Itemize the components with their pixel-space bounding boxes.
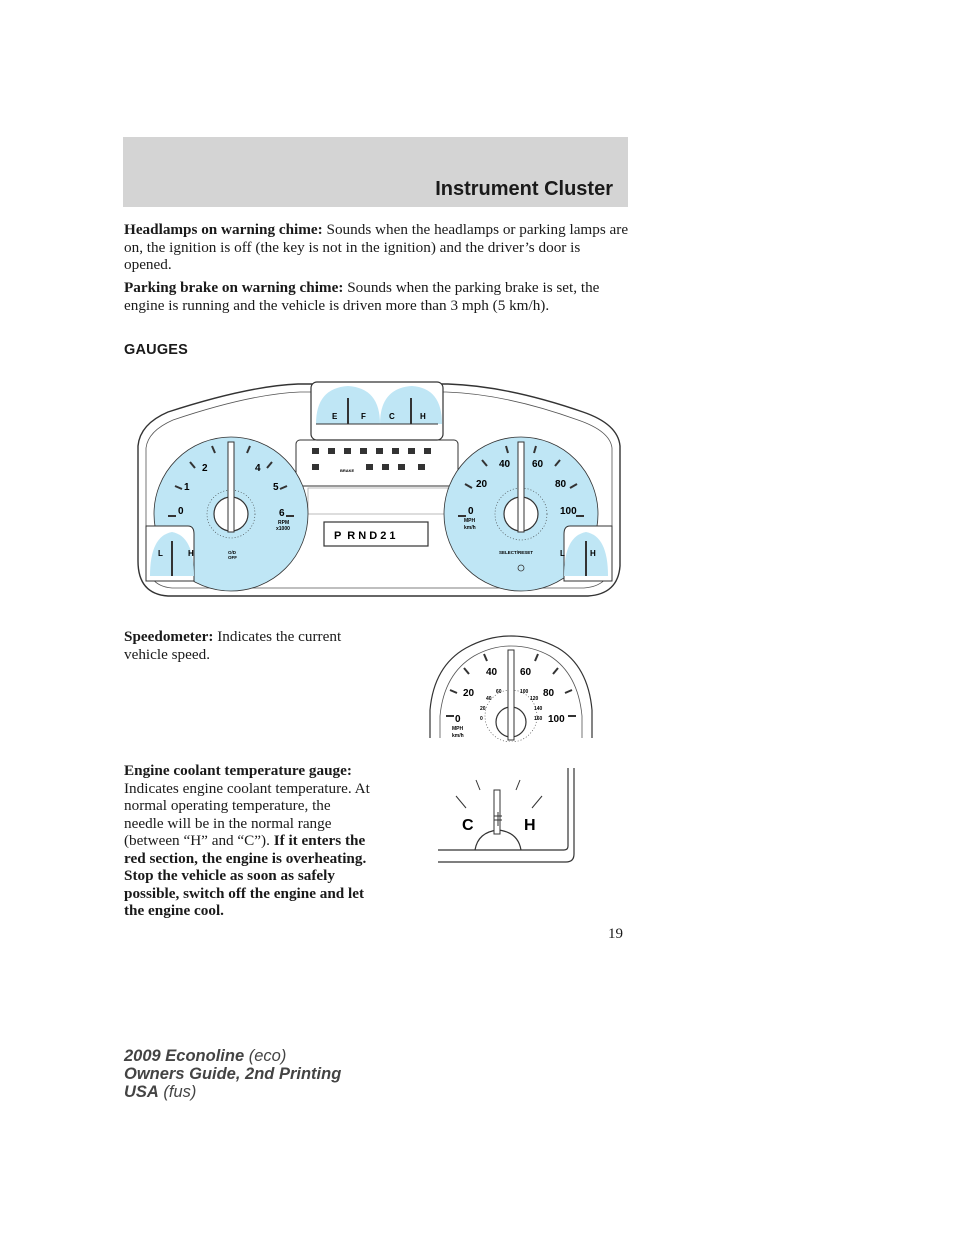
speedometer-paragraph (124, 628, 374, 663)
tach-5: 5 (273, 482, 279, 493)
od-off-line2: OFF (228, 555, 237, 560)
coolant-paragraph (124, 762, 374, 920)
footer-region-code: (fus) (158, 1083, 197, 1101)
fuel-f-label: F (361, 412, 366, 421)
headlamps-chime-paragraph (124, 221, 630, 274)
footer-line-2 (124, 1065, 341, 1083)
footer-model-code: (eco) (244, 1047, 287, 1065)
fuel-e-label: E (332, 412, 338, 421)
speedometer-kmh-140: 140 (534, 706, 543, 712)
parking-brake-chime-label: Parking brake on warning chime: (124, 279, 344, 296)
od-off-line1: O/D (228, 550, 237, 555)
select-reset-label: SELECT/RESET (499, 550, 534, 555)
coolant-needle (494, 790, 500, 834)
footer-model: 2009 Econoline (124, 1047, 245, 1065)
speedometer-40: 40 (486, 667, 498, 678)
coolant-gauge-illustration (438, 768, 576, 874)
speedometer-kmh-120: 120 (530, 696, 539, 702)
speed-60: 60 (532, 459, 544, 470)
instrument-cluster-illustration (128, 376, 626, 606)
page-number: 19 (608, 926, 623, 942)
left-gauge-l: L (158, 549, 163, 558)
footer-line-3 (124, 1083, 341, 1101)
coolant-text: Indicates engine coolant temperature. At normal operating temperature, the needle will be in the normal range (between “H” and “C”). (124, 779, 370, 849)
footer-region: USA (124, 1083, 159, 1101)
rpm-unit: x1000 (276, 526, 290, 532)
coolant-warning: If it enters the red section, the engine is overheating. Stop the vehicle as soon as safely possible, switch off the engine and let the engine cool. (124, 832, 367, 919)
temp-h-label: H (420, 412, 426, 421)
footer-guide: Owners Guide, 2nd Printing (124, 1065, 342, 1083)
speedometer-kmh-100: 100 (520, 689, 529, 695)
rpm-label: RPM (278, 520, 290, 526)
parking-brake-chime-text: Sounds when the parking brake is set, the engine is running and the vehicle is driven more than 3 mph (5 km/h). (124, 279, 600, 314)
section-title: Instrument Cluster (435, 178, 613, 200)
gauges-heading: GAUGES (124, 342, 189, 358)
speed-40: 40 (499, 459, 511, 470)
coolant-label: Engine coolant temperature gauge: (124, 762, 352, 779)
right-gauge-h: H (590, 549, 596, 558)
speedometer-80: 80 (543, 688, 555, 699)
tach-4: 4 (255, 463, 261, 474)
mph-label: MPH (464, 518, 476, 524)
tach-2: 2 (202, 463, 208, 474)
speedometer-60: 60 (520, 667, 532, 678)
headlamps-chime-text: Sounds when the headlamps or parking lamps are on, the ignition is off (the key is not in the ignition) and the driver’s door is opened. (124, 221, 629, 273)
tach-0: 0 (178, 506, 184, 517)
speed-0: 0 (468, 506, 474, 517)
speed-20: 20 (476, 479, 488, 490)
speedometer-kmh-label: km/h (452, 733, 464, 739)
footer (124, 1047, 341, 1101)
speedometer-20: 20 (463, 688, 475, 699)
speedometer-100: 100 (548, 714, 565, 725)
temp-c-label: C (389, 412, 395, 421)
coolant-h-label: H (524, 817, 536, 834)
tach-6: 6 (279, 508, 285, 519)
prnd-indicator: P R N D 2 1 (334, 530, 396, 542)
footer-line-1 (124, 1047, 341, 1065)
header-band (123, 137, 628, 207)
speedometer-kmh-160: 160 (534, 716, 543, 722)
speedometer-mph-label: MPH (452, 726, 464, 732)
speedometer-label: Speedometer: (124, 628, 214, 645)
speedometer-kmh-0: 0 (480, 716, 483, 722)
speedometer-kmh-40: 40 (486, 696, 492, 702)
parking-brake-chime-paragraph (124, 279, 630, 314)
speedometer-text: Indicates the current vehicle speed. (124, 628, 342, 663)
speedometer-kmh-60: 60 (496, 689, 502, 695)
kmh-label: km/h (464, 525, 476, 531)
speedometer-illustration (426, 634, 596, 742)
left-gauge-h: H (188, 549, 194, 558)
coolant-c-label: C (462, 817, 474, 834)
speedometer-0: 0 (455, 714, 461, 725)
tach-1: 1 (184, 482, 190, 493)
right-gauge-l: L (560, 549, 565, 558)
warning-lights-icon (312, 448, 431, 470)
brake-indicator-label: BRAKE (340, 468, 355, 473)
speed-80: 80 (555, 479, 567, 490)
speedometer-needle (508, 650, 514, 740)
speed-100: 100 (560, 506, 577, 517)
speedometer-kmh-20: 20 (480, 706, 486, 712)
headlamps-chime-label: Headlamps on warning chime: (124, 221, 323, 238)
